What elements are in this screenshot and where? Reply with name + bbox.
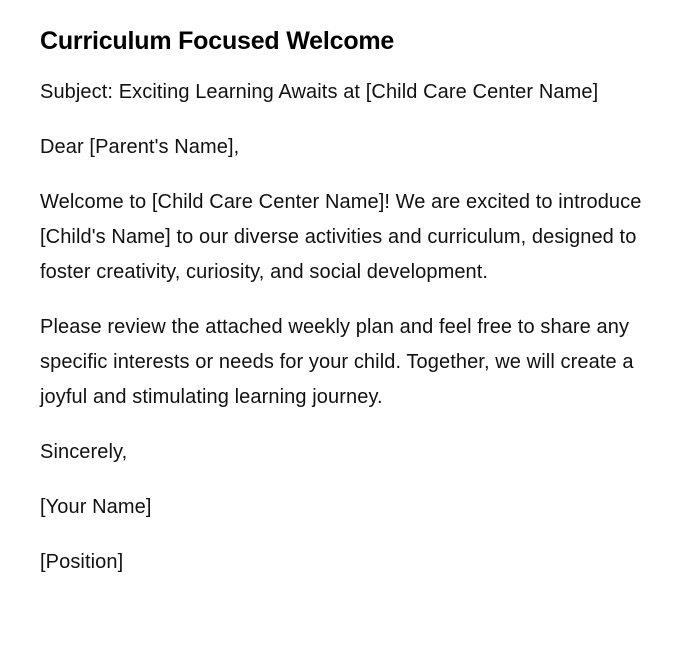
letter-closing: Sincerely, <box>40 441 128 463</box>
letter-body-paragraph-1: Welcome to [Child Care Center Name]! We are excited to introduce [Child's Name] to our diverse activities and curriculum, designed to foster creativity, curiosity, and social development. <box>40 191 642 283</box>
letter-document <box>40 22 650 600</box>
letter-body-paragraph-2: Please review the attached weekly plan and feel free to share any specific interests or needs for your child. Together, we will create a joyful and stimulating learning journey. <box>40 316 634 408</box>
letter-title: Curriculum Focused Welcome <box>40 27 395 55</box>
signature-name: [Your Name] <box>40 496 152 518</box>
letter-subject: Subject: Exciting Learning Awaits at [Child Care Center Name] <box>40 81 599 103</box>
signature-position: [Position] <box>40 551 124 573</box>
letter-greeting: Dear [Parent's Name], <box>40 136 240 158</box>
